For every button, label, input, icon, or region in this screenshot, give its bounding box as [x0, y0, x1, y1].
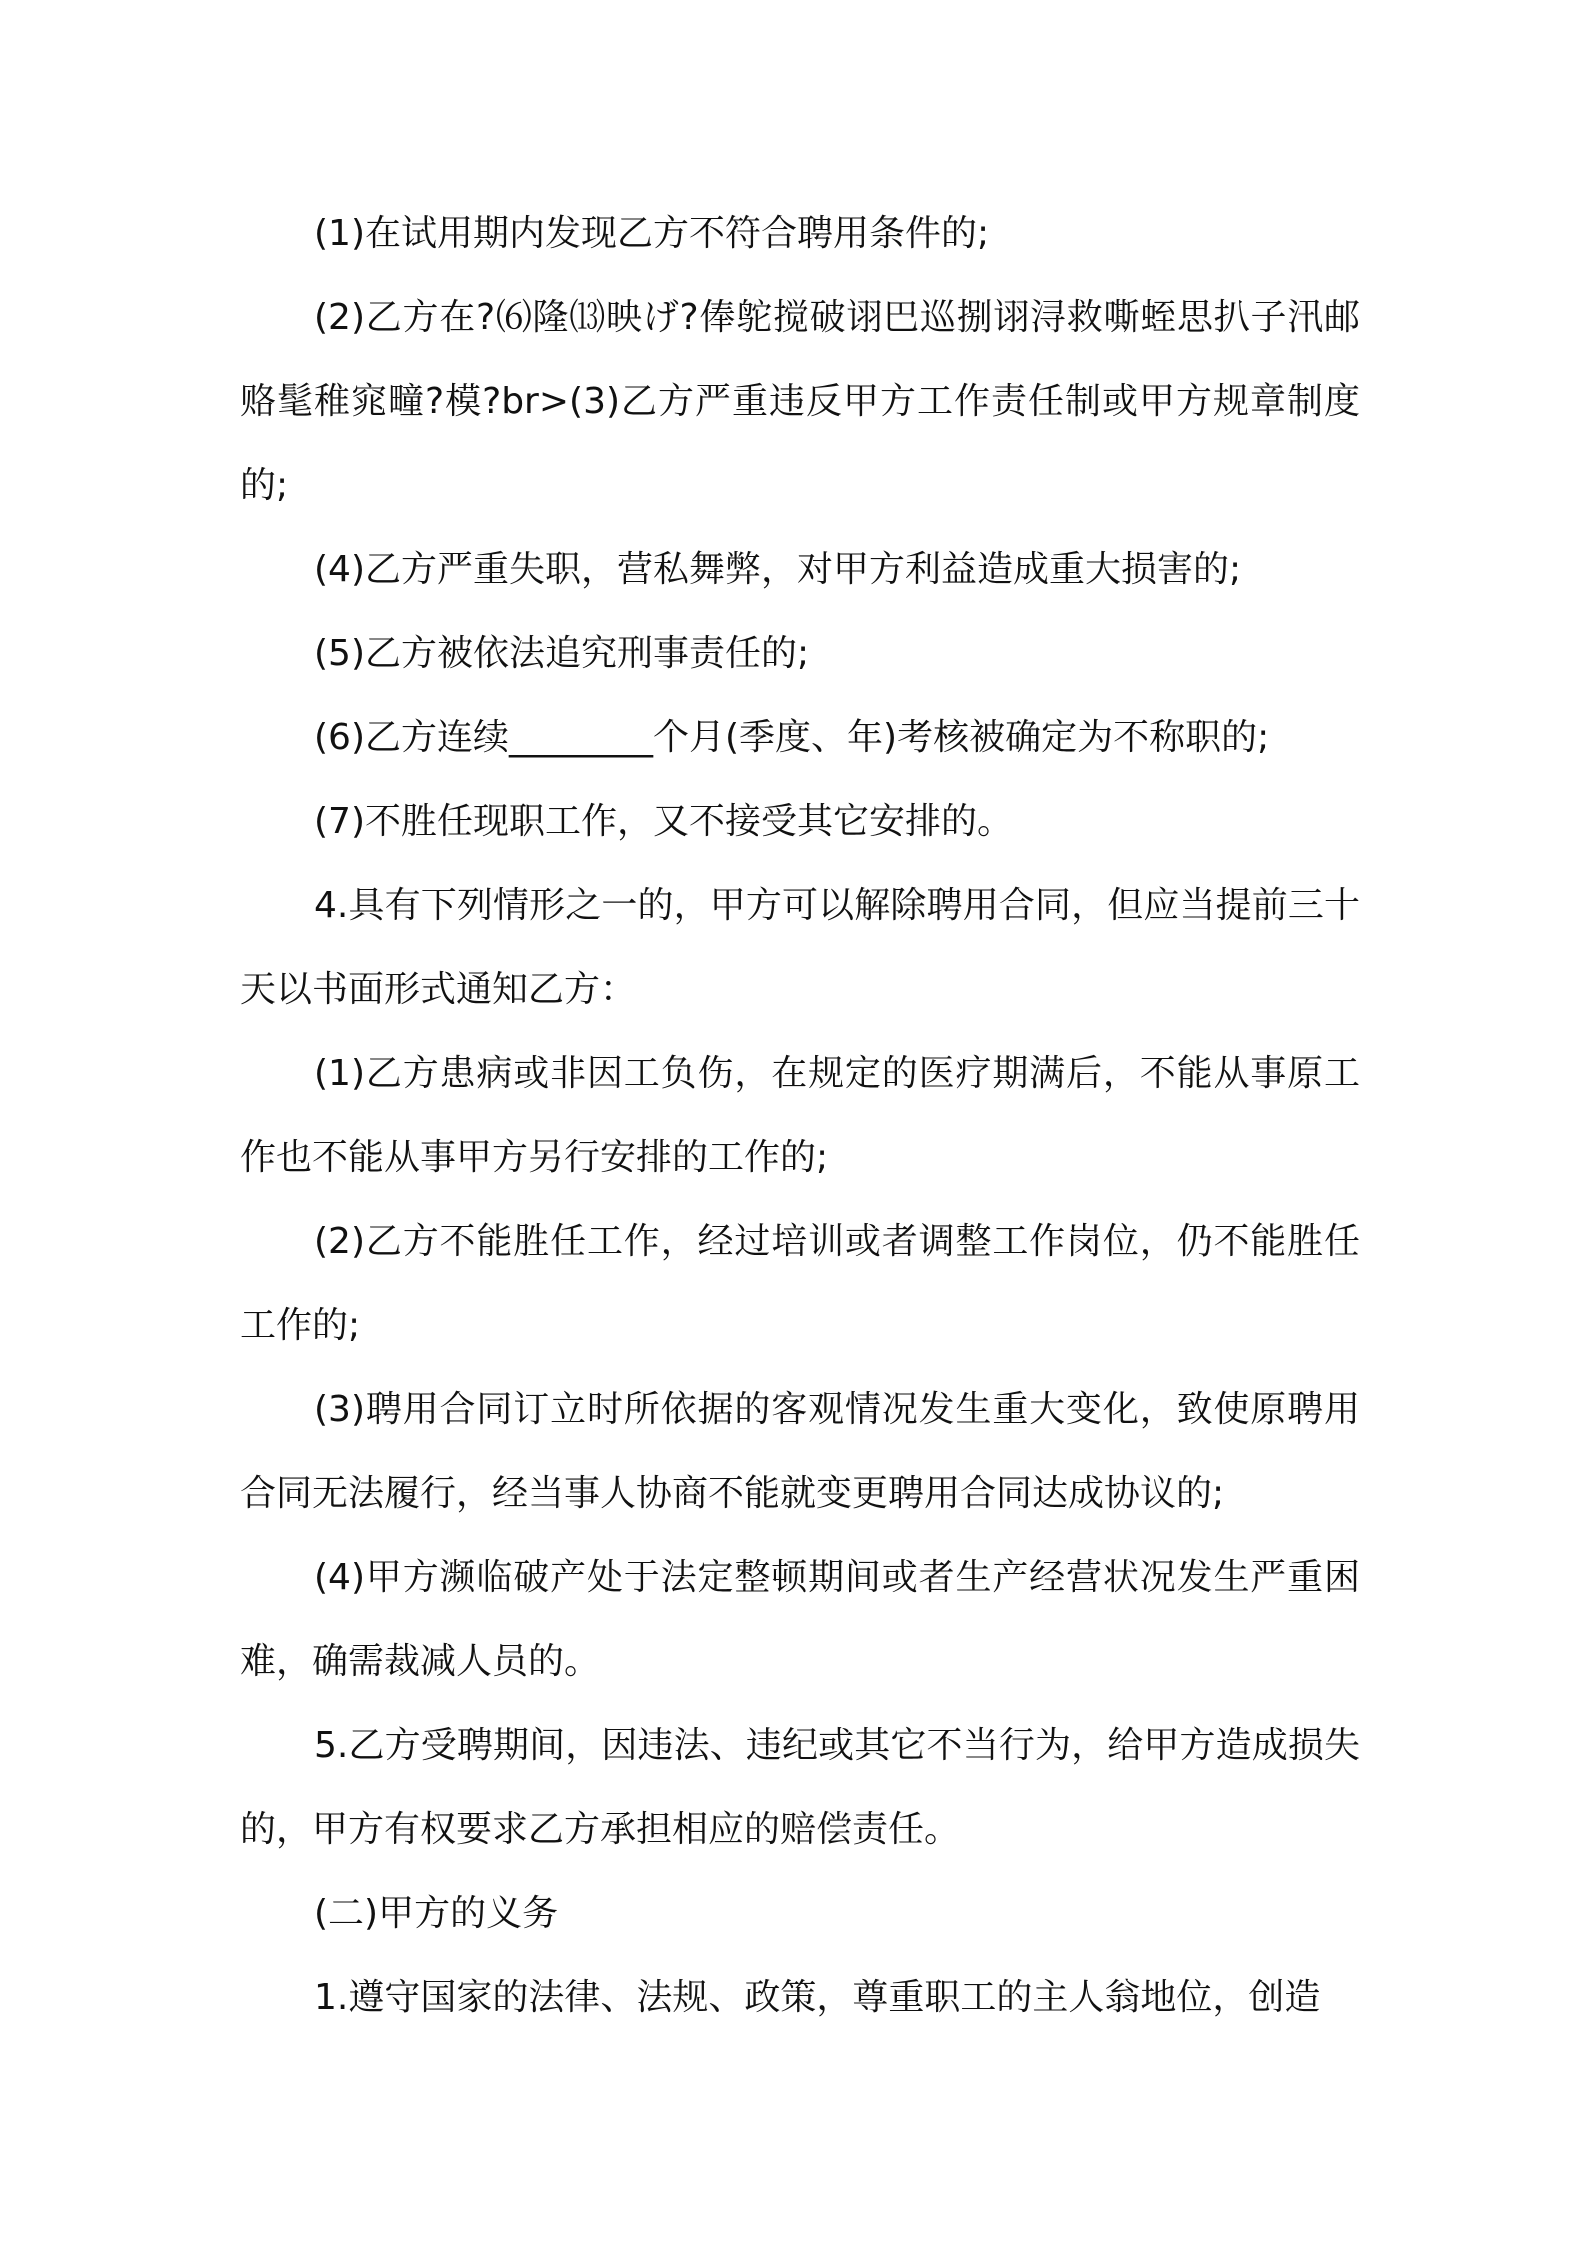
paragraph-obligations-heading: (二)甲方的义务: [314, 1893, 559, 1934]
paragraph-bankruptcy-clause: (4)甲方濒临破产处于法定整顿期间或者生产经营状况发生严重困难，确需裁减人员的。: [240, 1557, 1360, 1682]
paragraph-probation-clause: (1)在试用期内发现乙方不符合聘用条件的;: [314, 213, 990, 254]
paragraph-assessment-clause: (6)乙方连续________个月(季度、年)考核被确定为不称职的;: [314, 717, 1270, 758]
document-body: [240, 192, 1360, 2040]
paragraph-section-4-heading: 4.具有下列情形之一的，甲方可以解除聘用合同，但应当提前三十天以书面形式通知乙方：: [240, 885, 1360, 1010]
paragraph-section-5-compensation: 5.乙方受聘期间，因违法、违纪或其它不当行为，给甲方造成损失的，甲方有权要求乙方承担相应的赔偿责任。: [240, 1725, 1360, 1850]
paragraph-dereliction-clause: (4)乙方严重失职，营私舞弊，对甲方利益造成重大损害的;: [314, 549, 1242, 590]
paragraph-unfit-for-work-clause: (2)乙方不能胜任工作，经过培训或者调整工作岗位，仍不能胜任工作的;: [240, 1221, 1360, 1346]
paragraph-obligation-1: 1.遵守国家的法律、法规、政策，尊重职工的主人翁地位，创造: [314, 1977, 1321, 2018]
paragraph-garbled-and-discipline-clause: (2)乙方在?⑹隆⒀映げ?俸鸵搅破诩巴巡捌诩浔救嘶蛭思扒子汛邮赂髦稚窕疃?模?br>(3)乙方严重违反甲方工作责任制或甲方规章制度的;: [240, 297, 1360, 506]
paragraph-illness-clause: (1)乙方患病或非因工负伤，在规定的医疗期满后，不能从事原工作也不能从事甲方另行安排的工作的;: [240, 1053, 1360, 1178]
paragraph-incompetence-clause: (7)不胜任现职工作，又不接受其它安排的。: [314, 801, 1013, 842]
paragraph-criminal-liability-clause: (5)乙方被依法追究刑事责任的;: [314, 633, 810, 674]
paragraph-changed-circumstances-clause: (3)聘用合同订立时所依据的客观情况发生重大变化，致使原聘用合同无法履行，经当事人协商不能就变更聘用合同达成协议的;: [240, 1389, 1360, 1514]
